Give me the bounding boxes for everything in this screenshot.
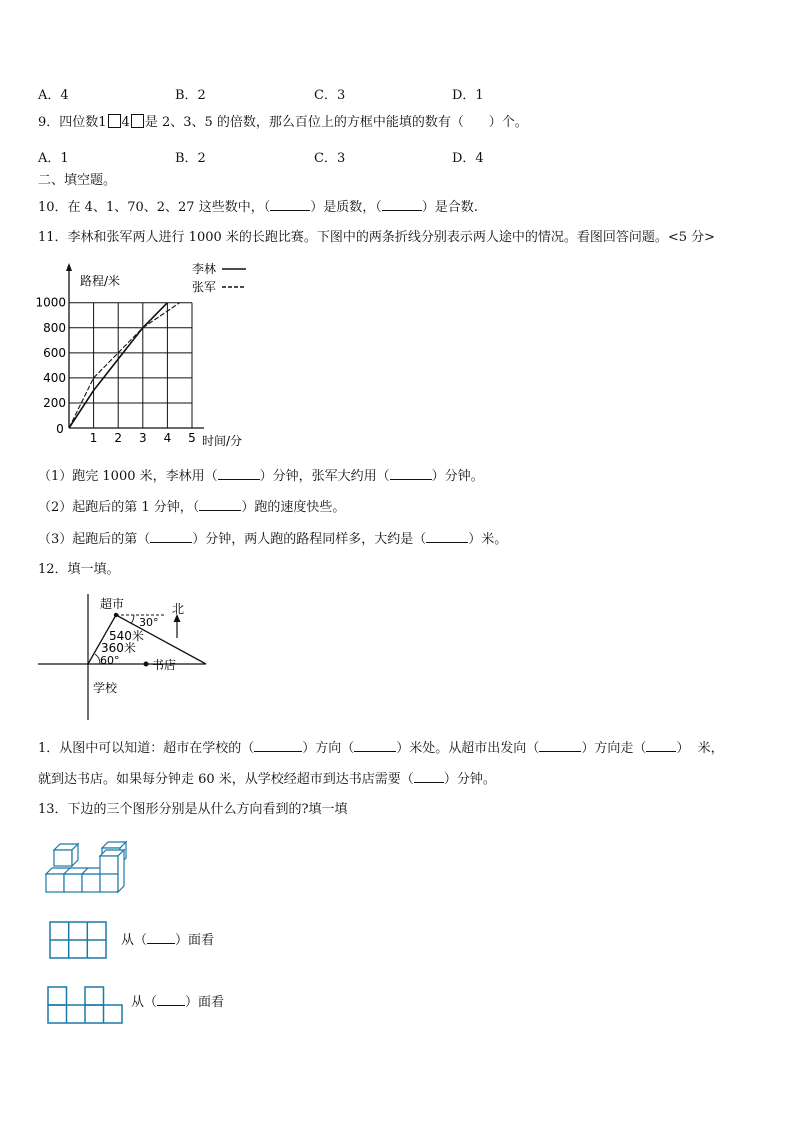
answer-blank[interactable] [150,530,192,543]
legend-label: 李林 [192,262,217,276]
line-chart [34,258,264,452]
y-axis-label: 路程/米 [80,274,121,288]
chart-grid [69,303,192,428]
q8-option-b: B．2 [175,88,206,103]
q9-option-b: B．2 [175,151,206,166]
q12-line1: 1．从图中可以知道：超市在学校的（ ）方向（ ）米处。从超市出发向（ ）方向走（ ） 米， [38,741,724,756]
series-line-dashed [69,303,180,428]
q9-stem: 9．四位数1 4 是 2、3、5 的倍数，那么百位上的方框中能填的数有（ ）个。 [38,115,528,130]
q9-option-d: D．4 [452,151,484,166]
q10-stem: 10．在 4、1、70、2、27 这些数中，（ ）是质数，（ ）是合数. [38,200,478,215]
x-tick-label: 5 [188,431,196,445]
north-label: 北 [172,602,185,616]
answer-blank[interactable] [270,198,310,211]
answer-blank[interactable] [646,739,676,752]
view-1-caption: 从（ ）面看 [121,933,215,948]
cube-stack-figure [42,838,132,898]
y-tick-label: 1000 [35,295,66,310]
distance-360-label: 360米 [101,641,136,655]
answer-blank[interactable] [426,530,468,543]
angle-60-label: 60° [100,654,120,667]
answer-blank[interactable] [147,931,175,944]
y-tick-label: 800 [43,320,66,335]
y-tick-label: 200 [43,395,66,410]
q9-option-c: C．3 [314,151,346,166]
answer-blank[interactable] [390,467,432,480]
answer-blank[interactable] [382,198,422,211]
view-shape-2 [46,985,124,1025]
q11-stem: 11．李林和张军两人进行 1000 米的长跑比赛。下图中的两条折线分别表示两人途中的情况。看图回答问题。<5 分> [38,230,716,245]
y-tick-label: 600 [43,345,66,360]
q11-sub3: （3）起跑后的第（ ）分钟，两人跑的路程同样多，大约是（ ）米。 [38,532,508,547]
q12-stem: 12．填一填。 [38,562,120,577]
answer-blank[interactable] [157,993,185,1006]
y-tick-label: 400 [43,370,66,385]
x-axis-label: 时间/分 [202,434,243,448]
view-shape-1 [48,920,108,960]
answer-blank[interactable] [199,498,241,511]
x-tick-label: 1 [89,431,98,445]
q11-sub2: （2）起跑后的第 1 分钟，（ ）跑的速度快些。 [38,500,346,515]
answer-blank[interactable] [539,739,581,752]
direction-map [34,588,224,723]
bookstore-point [144,662,149,667]
supermarket-point [114,613,118,617]
section-title: 二、填空题。 [38,173,117,188]
answer-blank[interactable] [354,739,396,752]
q9-option-a: A．1 [38,151,69,166]
supermarket-label: 超市 [100,597,125,611]
q8-option-a: A．4 [38,88,69,103]
distance-540-label: 540米 [109,629,144,643]
view-2-caption: 从（ ）面看 [131,995,225,1010]
angle-30-label: 30° [139,616,159,629]
q12-line2: 就到达书店。如果每分钟走 60 米，从学校经超市到达书店需要（ ）分钟。 [38,772,496,787]
q8-option-d: D．1 [452,88,484,103]
legend-label: 张军 [192,280,217,294]
y-axis-arrow-icon [66,263,72,271]
digit-box [108,114,121,128]
x-tick-label: 4 [163,431,172,445]
school-label: 学校 [93,681,118,695]
digit-box [131,114,144,128]
origin-label: 0 [56,422,64,436]
bookstore-label: 书店 [152,658,177,672]
q13-stem: 13．下边的三个图形分别是从什么方向看到的?填一填 [38,802,348,817]
q11-sub1: （1）跑完 1000 米，李林用（ ）分钟，张军大约用（ ）分钟。 [38,469,484,484]
q8-option-c: C．3 [314,88,346,103]
x-tick-label: 3 [138,431,147,445]
answer-blank[interactable] [254,739,302,752]
answer-blank[interactable] [218,467,260,480]
answer-blank[interactable] [414,770,444,783]
x-tick-label: 2 [114,431,123,445]
